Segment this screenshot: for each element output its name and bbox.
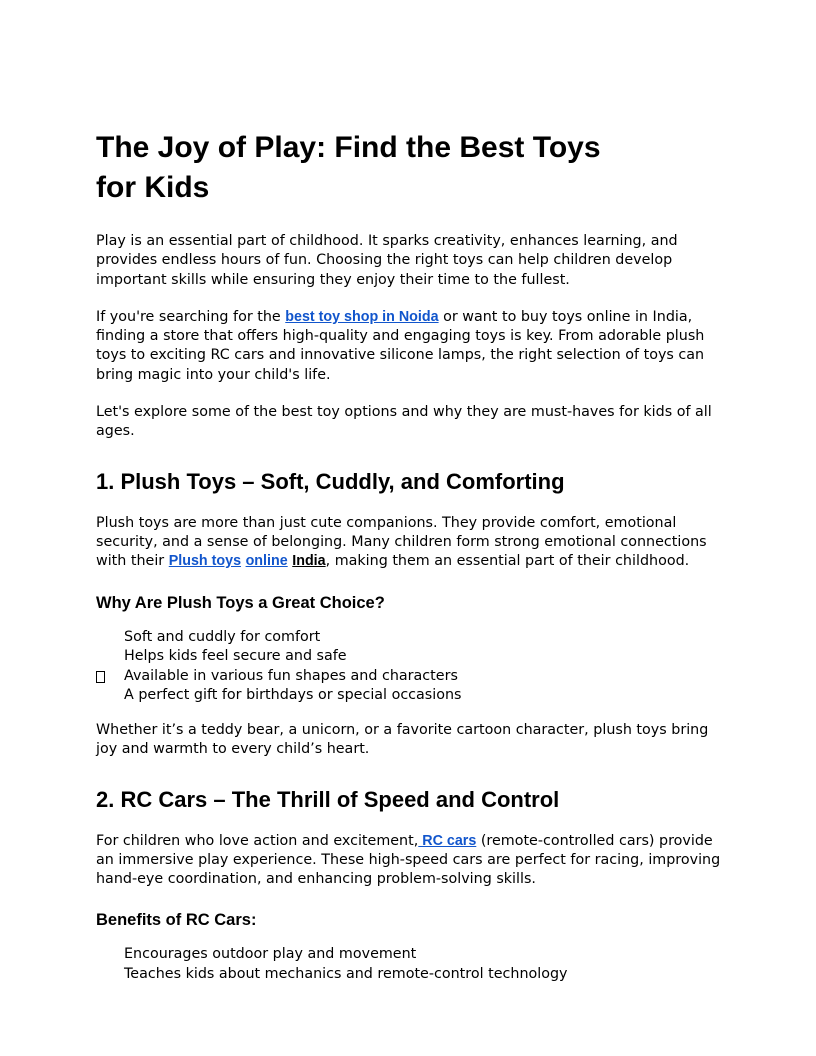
- section-2-heading: 2. RC Cars – The Thrill of Speed and Control: [96, 786, 560, 812]
- section-1-text-after: , making them an essential part of their childhood.: [325, 553, 690, 570]
- intro-p2-text-before: If you're searching for the: [96, 308, 286, 325]
- section-1-paragraph: [96, 514, 726, 572]
- rc-cars-link[interactable]: RC cars: [418, 832, 477, 849]
- intro-p2-text-after: or want to buy toys online in India, finding a store that offers high-quality and engaging toys is key. From adorable plush toys to exciting RC cars and innovative silicone lamps, the right selection of toys can bring magic into your child's life.: [96, 308, 705, 383]
- plush-toys-link[interactable]: Plush toys: [168, 553, 242, 570]
- online-link[interactable]: online: [245, 553, 288, 570]
- page-title: The Joy of Play: Find the Best Toys for Kids: [96, 131, 601, 204]
- list-item: A perfect gift for birthdays or special occasions: [124, 687, 462, 704]
- list-item: [96, 667, 726, 687]
- section-1-text-before: Plush toys are more than just cute companions. They provide comfort, emotional security, and a sense of belonging. Many children form strong emotional connections with their: [96, 514, 707, 570]
- section-1-subheading: Why Are Plush Toys a Great Choice?: [96, 593, 385, 612]
- list-item: Encourages outdoor play and movement: [124, 946, 417, 963]
- section-1-heading: 1. Plush Toys – Soft, Cuddly, and Comforting: [96, 468, 565, 494]
- section-1-closing: Whether it’s a teddy bear, a unicorn, or a favorite cartoon character, plush toys bring joy and warmth to every child’s heart.: [96, 721, 709, 758]
- document-content: [96, 128, 726, 985]
- best-toy-shop-link[interactable]: best toy shop in Noida: [285, 308, 439, 325]
- list-item: Teaches kids about mechanics and remote-control technology: [124, 966, 568, 983]
- india-text: India: [292, 553, 326, 570]
- rc-benefits-list: [96, 945, 726, 984]
- list-item-text: Available in various fun shapes and characters: [124, 667, 458, 684]
- section-2-text-after: (remote-controlled cars) provide an immersive play experience. These high-speed cars are perfect for racing, improving hand-eye coordination, and enhancing problem-solving skills.: [96, 832, 721, 888]
- list-item: Helps kids feel secure and safe: [124, 648, 347, 665]
- section-2-subheading: Benefits of RC Cars:: [96, 911, 257, 930]
- plush-benefits-list: [96, 628, 726, 706]
- list-item: Soft and cuddly for comfort: [124, 628, 321, 645]
- intro-paragraph-2: [96, 308, 726, 385]
- intro-paragraph-1: Play is an essential part of childhood. It sparks creativity, enhances learning, and provides endless hours of fun. Choosing the right toys can help children develop important skills while ensuring they enjoy their time to the fullest.: [96, 233, 678, 288]
- intro-paragraph-3: Let's explore some of the best toy options and why they are must-haves for kids of all ages.: [96, 404, 712, 440]
- missing-glyph-icon: [96, 671, 105, 683]
- section-2-text-before: For children who love action and excitement,: [96, 832, 419, 849]
- section-2-paragraph: [96, 832, 726, 890]
